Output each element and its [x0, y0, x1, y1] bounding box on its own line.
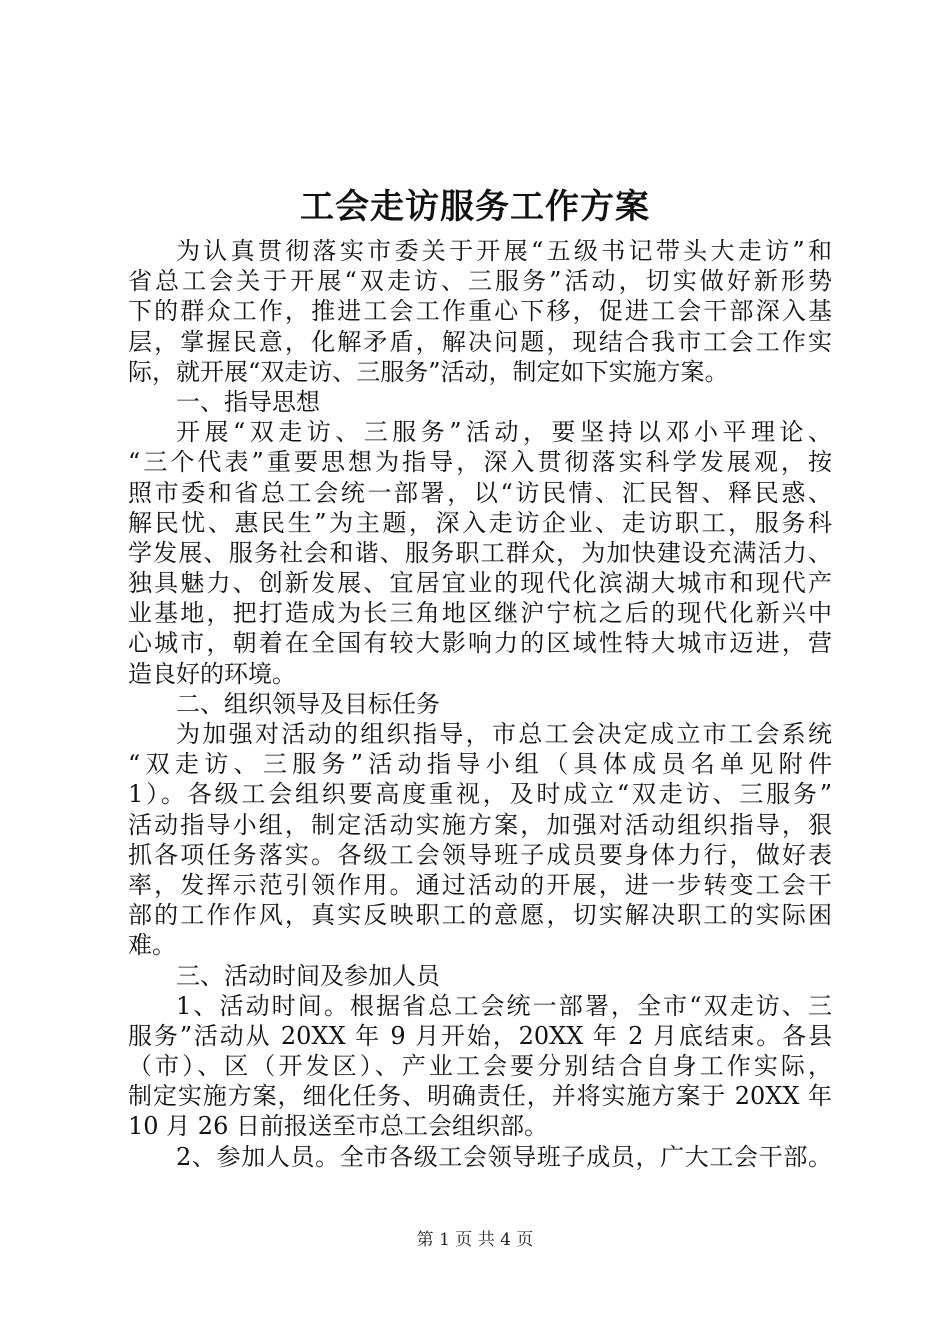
section-heading: 三、活动时间及参加人员	[176, 961, 440, 990]
paragraph-line: 省总工会关于开展“双走访、三服务”活动，切实做好新形势	[128, 267, 832, 296]
page-footer: 第 1 页 共 4 页	[416, 1230, 534, 1250]
document-body	[128, 236, 832, 1172]
paragraph-line: 心城市，朝着在全国有较大影响力的区域性特大城市迈进，营	[128, 629, 832, 658]
paragraph-line: 2、参加人员。全市各级工会领导班子成员，广大工会干部。	[176, 1142, 832, 1171]
paragraph-line: 际，就开展“双走访、三服务”活动，制定如下实施方案。	[128, 357, 729, 386]
paragraph-line: 下的群众工作，推进工会工作重心下移，促进工会干部深入基	[128, 297, 832, 326]
paragraph-line: （市）、区（开发区）、产业工会要分别结合自身工作实际，	[128, 1052, 832, 1081]
paragraph-line: 率，发挥示范引领作用。通过活动的开展，进一步转变工会干	[128, 870, 832, 899]
paragraph-line: 制定实施方案，细化任务、明确责任，并将实施方案于 20XX 年	[128, 1082, 832, 1111]
paragraph-line: 层，掌握民意，化解矛盾，解决问题，现结合我市工会工作实	[128, 327, 832, 356]
paragraph-line: 业基地，把打造成为长三角地区继沪宁杭之后的现代化新兴中	[128, 599, 832, 628]
document-title: 工会走访服务工作方案	[300, 187, 650, 227]
paragraph-line: 照市委和省总工会统一部署，以“访民情、汇民智、释民惑、	[128, 478, 832, 507]
paragraph-line: 1、活动时间。根据省总工会统一部署，全市“双走访、三	[176, 991, 832, 1020]
paragraph-line: 活动指导小组，制定活动实施方案，加强对活动组织指导，狠	[128, 810, 832, 839]
paragraph-line: “三个代表”重要思想为指导，深入贯彻落实科学发展观，按	[128, 448, 832, 477]
paragraph-line: 解民忧、惠民生”为主题，深入走访企业、走访职工，服务科	[128, 508, 832, 537]
section-heading: 一、指导思想	[176, 387, 320, 416]
paragraph-line: 部的工作作风，真实反映职工的意愿，切实解决职工的实际困	[128, 901, 832, 930]
paragraph-line: “双走访、三服务”活动指导小组（具体成员名单见附件	[128, 750, 832, 779]
paragraph-line: 10 月 26 日前报送至市总工会组织部。	[128, 1112, 548, 1141]
paragraph-line: 学发展、服务社会和谐、服务职工群众，为加快建设充满活力、	[128, 538, 832, 567]
paragraph-line: 抓各项任务落实。各级工会领导班子成员要身体力行，做好表	[128, 840, 832, 869]
paragraph-line: 为认真贯彻落实市委关于开展“五级书记带头大走访”和	[176, 237, 832, 265]
paragraph-line: 开展“双走访、三服务”活动，要坚持以邓小平理论、	[176, 418, 832, 447]
paragraph-line: 难。	[128, 931, 176, 960]
paragraph-line: 服务”活动从 20XX 年 9 月开始，20XX 年 2 月底结束。各县	[128, 1021, 832, 1050]
paragraph-line: 1）。各级工会组织要高度重视，及时成立“双走访、三服务”	[128, 780, 832, 809]
paragraph-line: 为加强对活动的组织指导，市总工会决定成立市工会系统	[176, 720, 832, 748]
paragraph-line: 独具魅力、创新发展、宜居宜业的现代化滨湖大城市和现代产	[128, 569, 832, 598]
section-heading: 二、组织领导及目标任务	[176, 689, 440, 718]
paragraph-line: 造良好的环境。	[128, 659, 296, 688]
